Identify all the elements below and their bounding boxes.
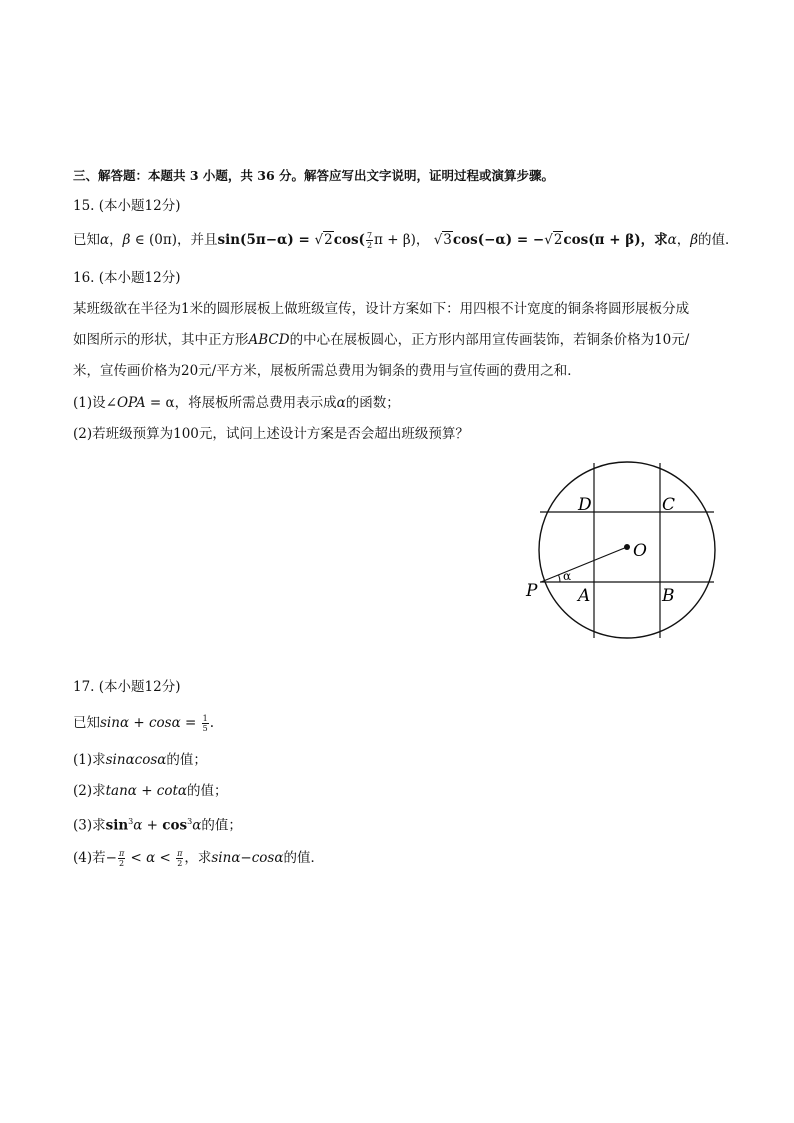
q15-number: 15. — [73, 198, 95, 214]
label-alpha: α — [563, 569, 572, 583]
q16-line2 — [73, 330, 689, 350]
q17-part4 — [73, 848, 324, 868]
q15-sqrt2-a: √2 — [314, 232, 333, 248]
q17-given-expr: sinα + cosα — [100, 715, 181, 731]
q17-given-prefix: 已知 — [73, 715, 100, 731]
label-d: D — [578, 495, 592, 515]
q17-p1-suffix: 的值； — [166, 752, 207, 768]
q16-abcd: ABCD — [248, 332, 290, 348]
q17-p4-expr: sinα−cosα — [211, 850, 284, 866]
q15-interval: ∈ (0π)，并且 — [130, 232, 218, 248]
q16-part1b: = α，将展板所需总费用表示成 — [145, 395, 337, 411]
q16-figure — [520, 453, 720, 646]
q15-cos-prefix: cos( — [333, 232, 365, 248]
q16-part1a: (1)设∠ — [73, 395, 117, 411]
q17-p3-end: α — [192, 817, 202, 834]
q17-p4-mid: < α < — [126, 850, 176, 866]
q17-fraction: $\frac{1}{5}$ — [202, 714, 208, 733]
q15-comma: ， — [109, 232, 123, 248]
q16-line2a: 如图所示的形状，其中正方形 — [73, 332, 249, 348]
q17-p3-exp2: 3 — [187, 817, 193, 826]
section-heading: 三、解答题：本题共 3 小题，共 36 分。解答应写出文字说明，证明过程或演算步骤。 — [73, 168, 555, 183]
angle-alpha-arc — [559, 575, 560, 582]
q15-fraction: $\frac{7}{2}$ — [366, 231, 373, 250]
q17-p3-exp1: 3 — [128, 817, 134, 826]
q17-p3-sin: sin — [105, 817, 129, 834]
q17-p4-suffix: 的值． — [283, 850, 324, 866]
q17-p2-prefix: (2)求 — [73, 783, 106, 799]
q17-p4-frac-2: $\frac{\pi}{2}$ — [177, 849, 183, 868]
q16-marks: (本小题12分) — [98, 270, 181, 286]
q17-part3 — [73, 812, 242, 836]
q17-p1-expr: sinαcosα — [105, 752, 167, 768]
q16-line1: 某班级欲在半径为1米的圆形展板上做班级宣传，设计方案如下：用四根不计宽度的铜条将圆形展板分成 — [73, 301, 690, 317]
q17-given-eq: = — [180, 715, 201, 731]
q17-p3-mid: α + — [133, 817, 163, 834]
q15-comma-2: ， — [676, 232, 691, 248]
q17-p4-frac-1: $\frac{\pi}{2}$ — [118, 849, 125, 868]
q17-given — [73, 713, 214, 733]
q17-p4-neg: − — [105, 850, 117, 866]
q17-p1-prefix: (1)求 — [73, 752, 106, 768]
q16-part1c: α — [336, 395, 346, 411]
q15-ending: 的值． — [698, 232, 739, 248]
q15-alpha: α — [100, 232, 110, 248]
q17-p2-suffix: 的值； — [187, 783, 228, 799]
q16-line2b: 的中心在展板圆心，正方形内部用宣传画装饰，若铜条价格为10元/ — [289, 332, 690, 348]
q15-stem-prefix: 已知 — [73, 232, 100, 248]
q16-header — [73, 268, 181, 288]
q17-header — [73, 677, 181, 697]
q17-p3-suffix: 的值； — [201, 817, 242, 834]
q17-part2 — [73, 781, 228, 801]
q15-sqrt2-b: √2 — [544, 232, 563, 248]
q17-p3-cos: cos — [162, 817, 188, 834]
q15-stem — [73, 230, 739, 250]
q15-alpha-2: α — [667, 232, 677, 248]
q17-p4-prefix: (4)若 — [73, 850, 106, 866]
q15-cos-neg: cos(−α) = − — [452, 232, 545, 248]
q15-marks: (本小题12分) — [98, 198, 181, 214]
q15-sin-expr: sin(5π−α) = — [217, 232, 315, 248]
label-c: C — [662, 495, 676, 515]
q15-sqrt3: √3 — [433, 232, 452, 248]
segment-po — [541, 547, 627, 582]
q15-beta: β — [122, 232, 131, 248]
label-b: B — [662, 586, 675, 606]
q16-line3: 米，宣传画价格为20元/平方米，展板所需总费用为铜条的费用与宣传画的费用之和． — [73, 363, 581, 379]
q17-p2-expr: tanα + cotα — [105, 783, 188, 799]
q17-p4-comma: ，求 — [184, 850, 212, 866]
q17-part1 — [73, 750, 207, 770]
q16-part2: (2)若班级预算为100元，试问上述设计方案是否会超出班级预算？ — [73, 426, 469, 442]
q17-marks: (本小题12分) — [98, 679, 181, 695]
label-a: A — [578, 586, 591, 606]
q15-cos-last: cos(π + β)，求 — [563, 232, 668, 248]
label-o: O — [633, 541, 647, 561]
q17-period: . — [209, 715, 214, 731]
label-p: P — [526, 581, 538, 601]
q17-number: 17. — [73, 679, 95, 695]
q17-p3-prefix: (3)求 — [73, 817, 106, 834]
q16-number: 16. — [73, 270, 95, 286]
center-point-o — [624, 544, 630, 550]
q16-opa: OPA — [116, 395, 146, 411]
q16-part1 — [73, 393, 400, 413]
q15-beta-2: β — [690, 232, 699, 248]
q15-header — [73, 196, 181, 216]
q16-part1d: 的函数； — [345, 395, 400, 411]
q15-cos-suffix: π + β)， — [374, 232, 430, 248]
